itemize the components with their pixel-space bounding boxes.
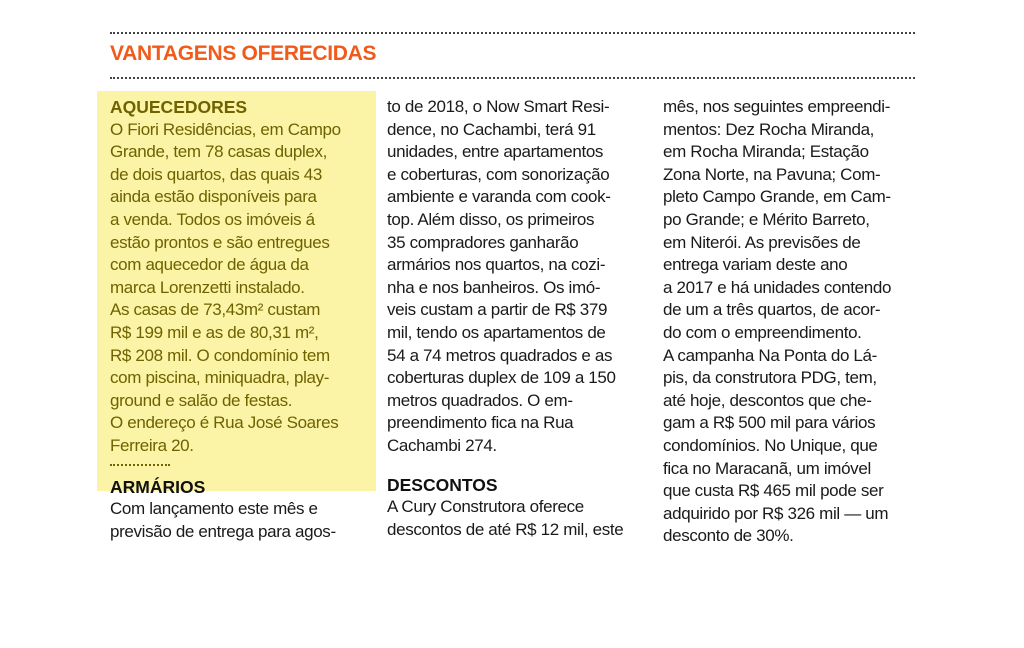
- text-line: O Fiori Residências, em Campo: [110, 119, 341, 139]
- text-line: até hoje, descontos que che-: [663, 390, 872, 410]
- text-line: Zona Norte, na Pavuna; Com-: [663, 164, 881, 184]
- text-line: adquirido por R$ 326 mil — um: [663, 503, 889, 523]
- title-dotted-rule: [110, 77, 915, 79]
- text-line: gam a R$ 500 mil para vários: [663, 413, 876, 433]
- aquecedores-body: [110, 119, 372, 458]
- column-2: [387, 96, 649, 541]
- text-line: po Grande; e Mérito Barreto,: [663, 209, 870, 229]
- end-of-section-dots: [110, 464, 170, 466]
- text-line: As casas de 73,43m² custam: [110, 300, 321, 320]
- text-line: unidades, entre apartamentos: [387, 142, 604, 162]
- text-line: com piscina, miniquadra, play-: [110, 368, 330, 388]
- text-line: R$ 208 mil. O condomínio tem: [110, 345, 330, 365]
- text-line: coberturas duplex de 109 a 150: [387, 368, 616, 388]
- text-line: ground e salão de festas.: [110, 390, 293, 410]
- text-line: metros quadrados. O em-: [387, 390, 573, 410]
- armarios-heading: ARMÁRIOS: [110, 476, 206, 497]
- text-line: Ferreira 20.: [110, 435, 194, 455]
- text-line: descontos de até R$ 12 mil, este: [387, 519, 624, 539]
- text-line: fica no Maracanã, um imóvel: [663, 458, 871, 478]
- text-line: armários nos quartos, na cozi-: [387, 255, 606, 275]
- top-dotted-rule: [110, 32, 915, 34]
- text-line: a 2017 e há unidades contendo: [663, 277, 892, 297]
- text-line: a venda. Todos os imóveis á: [110, 209, 315, 229]
- text-line: Cachambi 274.: [387, 435, 497, 455]
- text-line: de um a três quartos, de acor-: [663, 300, 881, 320]
- text-line: do com o empreendimento.: [663, 322, 862, 342]
- text-line: preendimento fica na Rua: [387, 413, 574, 433]
- text-line: R$ 199 mil e as de 80,31 m²,: [110, 322, 319, 342]
- text-line: to de 2018, o Now Smart Resi-: [387, 97, 610, 116]
- text-line: mil, tendo os apartamentos de: [387, 322, 606, 342]
- text-line: dence, no Cachambi, terá 91: [387, 119, 596, 139]
- text-line: pis, da construtora PDG, tem,: [663, 368, 877, 388]
- text-line: que custa R$ 465 mil pode ser: [663, 481, 884, 501]
- text-line: 54 a 74 metros quadrados e as: [387, 345, 613, 365]
- text-line: desconto de 30%.: [663, 526, 794, 546]
- text-line: marca Lorenzetti instalado.: [110, 277, 305, 297]
- text-line: entrega variam deste ano: [663, 255, 848, 275]
- text-line: de dois quartos, das quais 43: [110, 164, 322, 184]
- text-line: ainda estão disponíveis para: [110, 187, 317, 207]
- text-line: 35 compradores ganharão: [387, 232, 579, 252]
- text-line: pleto Campo Grande, em Cam-: [663, 187, 891, 207]
- column-3: [663, 96, 921, 548]
- text-line: top. Além disso, os primeiros: [387, 209, 595, 229]
- descontos-heading: DESCONTOS: [387, 474, 498, 495]
- text-line: mês, nos seguintes empreendi-: [663, 97, 891, 116]
- text-line: veis custam a partir de R$ 379: [387, 300, 608, 320]
- text-line: previsão de entrega para agos-: [110, 521, 336, 541]
- text-line: nha e nos banheiros. Os imó-: [387, 277, 601, 297]
- text-line: A Cury Construtora oferece: [387, 497, 584, 517]
- text-line: e coberturas, com sonorização: [387, 164, 610, 184]
- text-line: mentos: Dez Rocha Miranda,: [663, 119, 875, 139]
- text-line: Grande, tem 78 casas duplex,: [110, 142, 327, 162]
- aquecedores-heading: AQUECEDORES: [110, 97, 248, 117]
- text-line: condomínios. No Unique, que: [663, 435, 878, 455]
- text-line: O endereço é Rua José Soares: [110, 413, 339, 433]
- text-line: estão prontos e são entregues: [110, 232, 330, 252]
- text-line: em Rocha Miranda; Estação: [663, 142, 869, 162]
- text-line: A campanha Na Ponta do Lá-: [663, 345, 877, 365]
- text-line: ambiente e varanda com cook-: [387, 187, 611, 207]
- text-line: Com lançamento este mês e: [110, 499, 318, 519]
- section-title: VANTAGENS OFERECIDAS: [110, 42, 377, 65]
- text-line: em Niterói. As previsões de: [663, 232, 861, 252]
- text-line: com aquecedor de água da: [110, 255, 309, 275]
- column-1: [110, 96, 372, 543]
